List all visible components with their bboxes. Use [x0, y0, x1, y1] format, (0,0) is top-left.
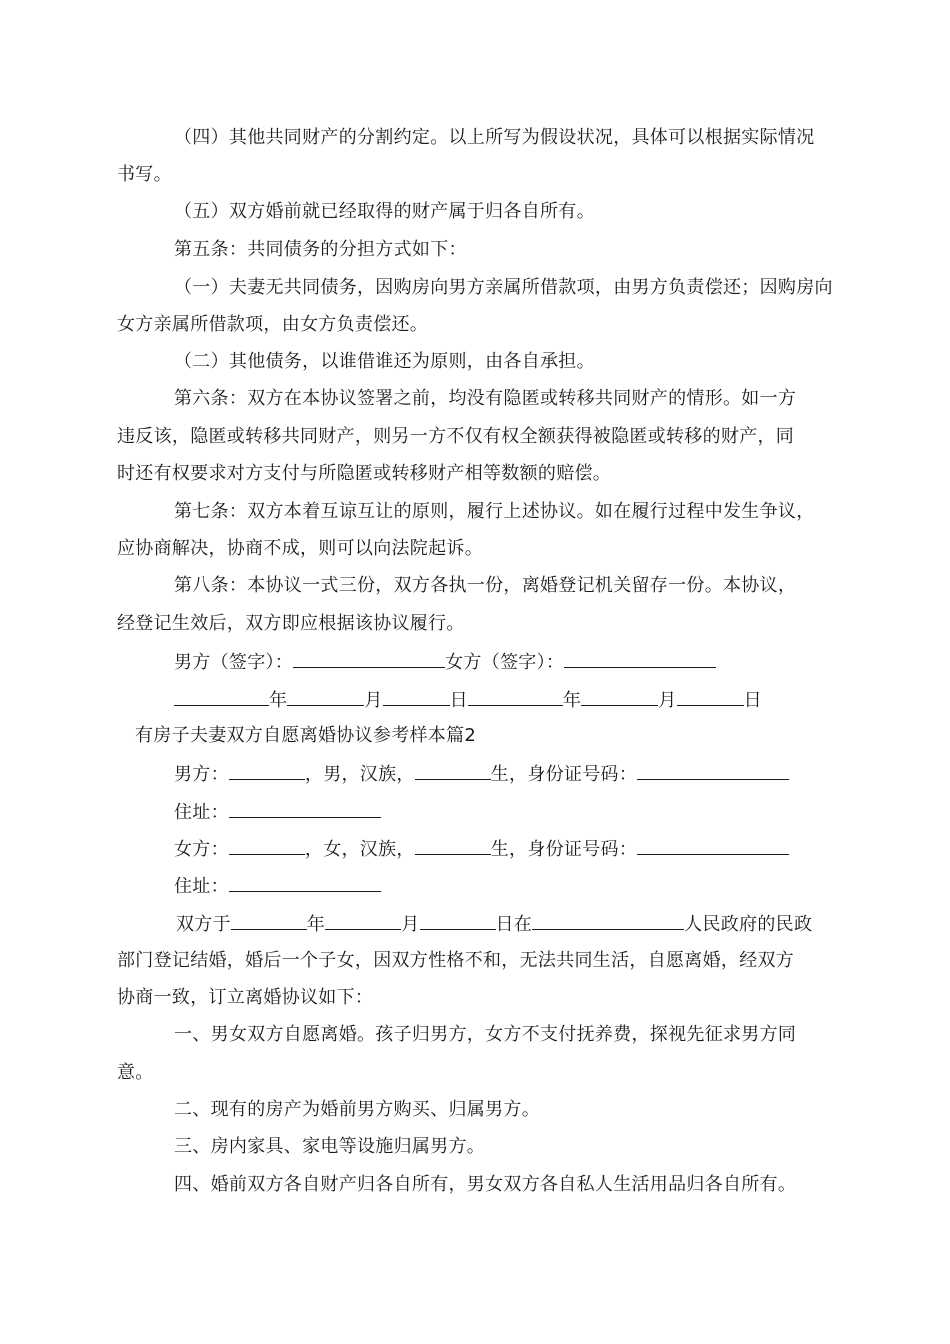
term-item: 意。: [117, 1062, 154, 1083]
female-sex-ethnicity: ，女，汉族，: [304, 839, 415, 860]
paragraph-line: （二）其他债务，以谁借谁还为原则，由各自承担。: [174, 351, 595, 372]
signature-date-line: [174, 687, 837, 713]
paragraph-line: 第七条：双方本着互谅互让的原则，履行上述协议。如在履行过程中发生争议，: [174, 501, 815, 522]
female-id-field[interactable]: [637, 836, 789, 855]
female-year-field[interactable]: [468, 687, 563, 706]
male-year-field[interactable]: [174, 687, 269, 706]
day-label: 日: [743, 690, 762, 711]
female-day-field[interactable]: [677, 687, 744, 706]
marriage-prefix: 双方于: [176, 914, 231, 935]
male-address-line: [174, 799, 837, 825]
female-signature-field[interactable]: [564, 649, 716, 668]
term-item: 二、现有的房产为婚前男方购买、归属男方。: [174, 1099, 540, 1120]
male-sex-ethnicity: ，男，汉族，: [304, 764, 415, 785]
day-label: 日: [449, 690, 468, 711]
address-label: 住址：: [174, 876, 229, 897]
signature-line: [174, 649, 837, 675]
female-label: 女方：: [174, 839, 229, 860]
paragraph-line: 经登记生效后，双方即应根据该协议履行。: [117, 613, 465, 634]
year-label: 年: [562, 690, 582, 711]
male-signature-label: 男方（签字）：: [174, 652, 294, 673]
paragraph-line: 第八条：本协议一式三份，双方各执一份，离婚登记机关留存一份。本协议，: [174, 575, 797, 596]
paragraph-line: 时还有权要求对方支付与所隐匿或转移财产相等数额的赔偿。: [117, 463, 612, 484]
male-signature-field[interactable]: [293, 649, 445, 668]
paragraph-line: 部门登记结婚，婚后一个子女，因双方性格不和，无法共同生活，自愿离婚，经双方: [117, 950, 795, 971]
male-month-field[interactable]: [287, 687, 364, 706]
term-item: 四、婚前双方各自财产归各自所有，男女双方各自私人生活用品归各自所有。: [174, 1174, 797, 1195]
article-heading: 第五条：共同债务的分担方式如下：: [174, 239, 467, 260]
term-item: 一、男女双方自愿离婚。孩子归男方，女方不支付抚养费，探视先征求男方同: [174, 1024, 797, 1045]
year-label: 年: [269, 690, 288, 711]
paragraph-line: 应协商解决，协商不成，则可以向法院起诉。: [117, 538, 483, 559]
female-signature-label: 女方（签字）：: [445, 652, 565, 673]
marriage-year-field[interactable]: [231, 911, 307, 930]
month-label: 月: [401, 914, 420, 935]
male-id-field[interactable]: [637, 761, 789, 780]
male-name-field[interactable]: [229, 761, 305, 780]
male-address-field[interactable]: [229, 799, 381, 818]
female-birth-field[interactable]: [415, 836, 491, 855]
paragraph-line: 第六条：双方在本协议签署之前，均没有隐匿或转移共同财产的情形。如一方: [174, 388, 797, 409]
female-month-field[interactable]: [581, 687, 658, 706]
month-label: 月: [364, 690, 383, 711]
marriage-place-field[interactable]: [532, 911, 684, 930]
female-address-field[interactable]: [229, 873, 381, 892]
male-day-field[interactable]: [383, 687, 450, 706]
section-title: 有房子夫妻双方自愿离婚协议参考样本篇2: [135, 725, 477, 746]
paragraph-line: （五）双方婚前就已经取得的财产属于归各自所有。: [174, 201, 595, 222]
marriage-day-field[interactable]: [420, 911, 496, 930]
id-number-label: 生，身份证号码：: [490, 839, 638, 860]
paragraph-line: 违反该，隐匿或转移共同财产，则另一方不仅有权全额获得被隐匿或转移的财产，同: [117, 426, 795, 447]
paragraph-line: （一）夫妻无共同债务，因购房向男方亲属所借款项，由男方负责偿还；因购房向: [174, 277, 833, 298]
paragraph-line: 书写。: [117, 164, 172, 185]
paragraph-line: （四）其他共同财产的分割约定。以上所写为假设状况，具体可以根据实际情况: [174, 127, 815, 148]
paragraph-line: 协商一致，订立离婚协议如下：: [117, 987, 374, 1008]
marriage-line: [176, 911, 837, 937]
marriage-suffix: 人民政府的民政: [684, 914, 813, 935]
male-birth-field[interactable]: [415, 761, 491, 780]
paragraph-line: 女方亲属所借款项，由女方负责偿还。: [117, 314, 429, 335]
day-label: 日在: [495, 914, 533, 935]
female-party-line: [174, 836, 837, 862]
id-number-label: 生，身份证号码：: [490, 764, 638, 785]
year-label: 年: [306, 914, 326, 935]
month-label: 月: [658, 690, 677, 711]
marriage-month-field[interactable]: [325, 911, 401, 930]
term-item: 三、房内家具、家电等设施归属男方。: [174, 1136, 486, 1157]
female-name-field[interactable]: [229, 836, 305, 855]
male-label: 男方：: [174, 764, 229, 785]
female-address-line: [174, 873, 837, 899]
address-label: 住址：: [174, 802, 229, 823]
male-party-line: [174, 761, 837, 787]
